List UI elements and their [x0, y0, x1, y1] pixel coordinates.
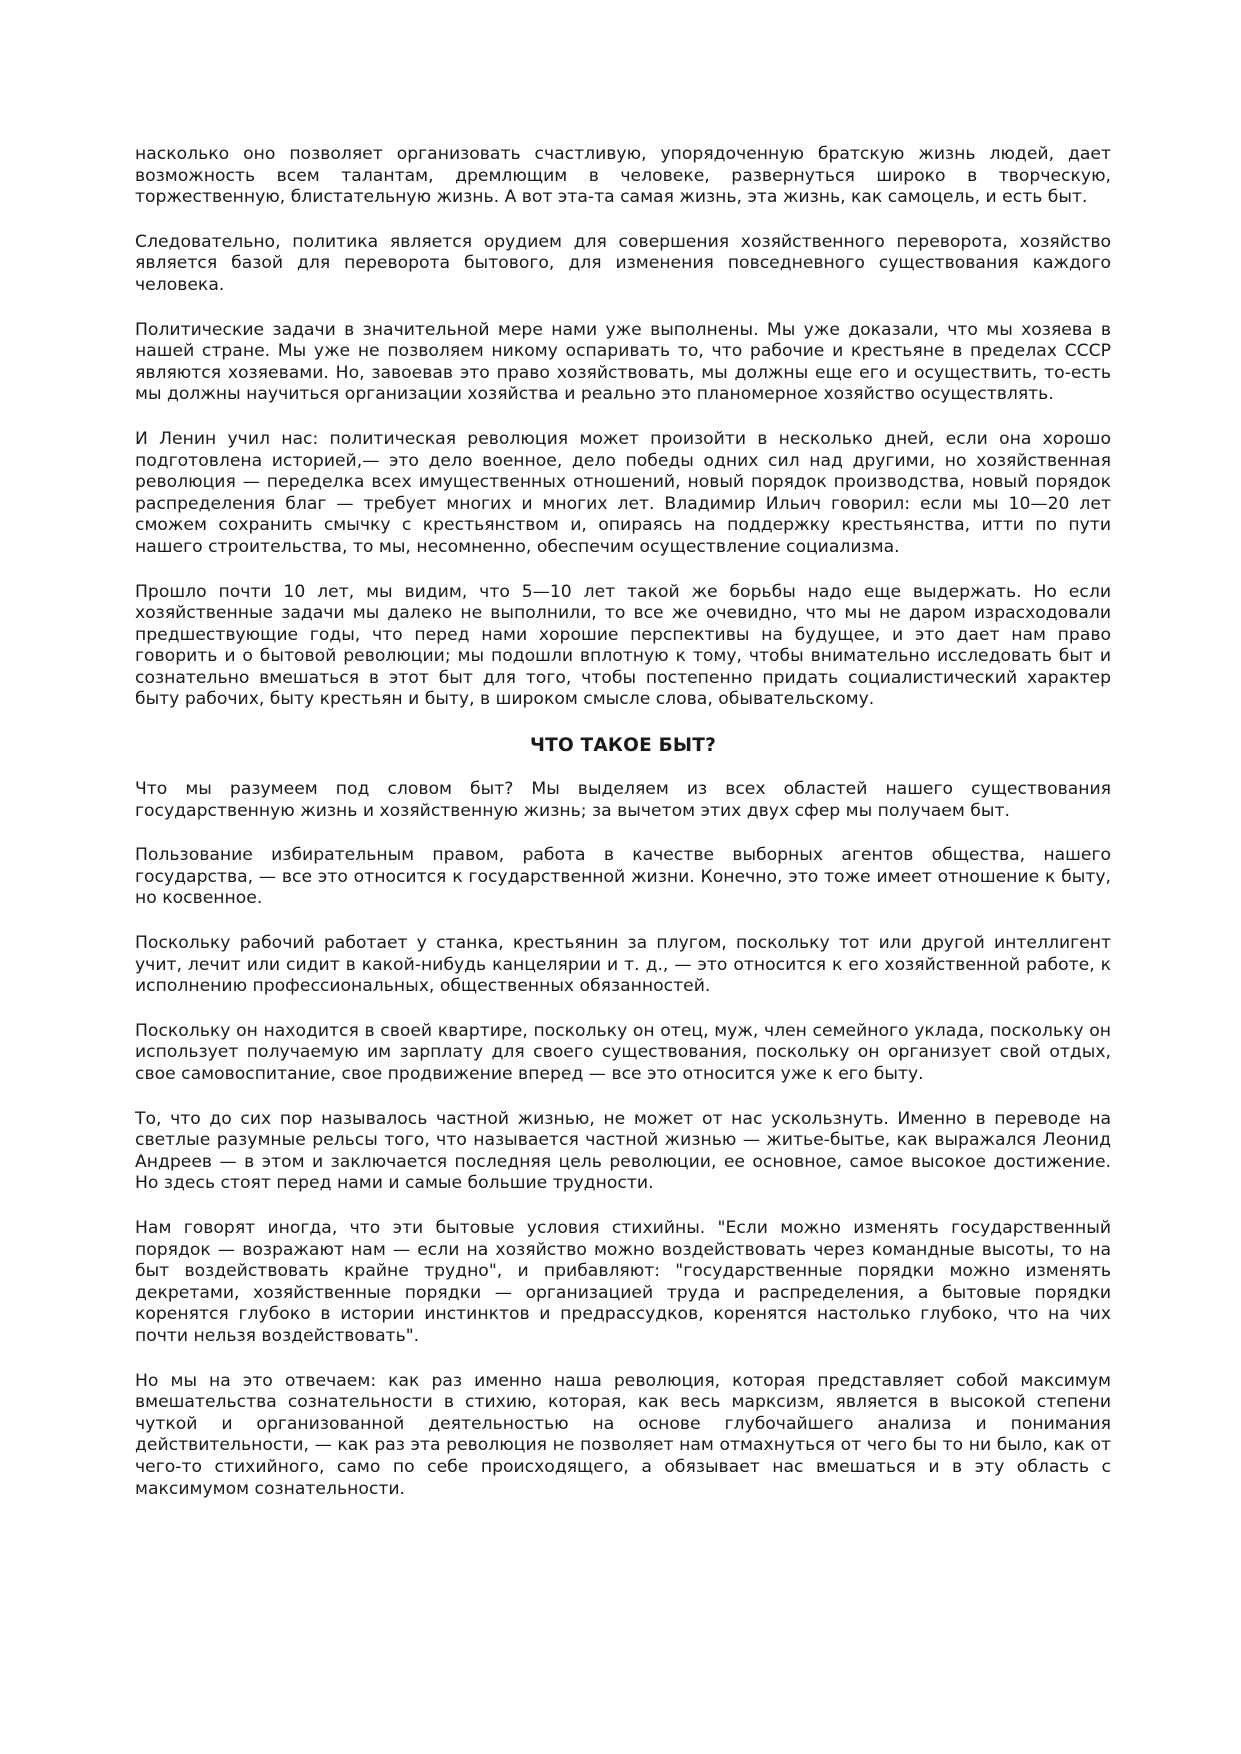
paragraph-4: И Ленин учил нас: политическая революция может произойти в несколько дней, если она хорошо подготовлена историей,— это дело военное, дело победы одних сил над другими, но хозяйственная революция — переделка всех имущественных отношений, новый порядок производства, новый порядок распределения благ — требует многих и многих лет. Владимир Ильич говорил: если мы 10—20 лет сможем сохранить смычку с крестьянством и, опираясь на поддержку крестьянства, итти по пути нашего строительства, то мы, несомненно, обеспечим осуществление социализма.	[135, 428, 1111, 557]
paragraph-12: Но мы на это отвечаем: как раз именно наша революция, которая представляет собой максимум вмешательства сознательности в стихию, которая, как весь марксизм, является в высокой степени чуткой и организованной деятельностью на основе глубочайшего анализа и понимания действительности, — как раз эта революция не позволяет нам отмахнуться от чего бы то ни было, как от чего-то стихийного, само по себе происходящего, а обязывает нас вмешаться и в эту область с максимумом сознательности.	[135, 1370, 1111, 1499]
paragraph-5: Прошло почти 10 лет, мы видим, что 5—10 лет такой же борьбы надо еще выдержать. Но если хозяйственные задачи мы далеко не выполнили, то все же очевидно, что мы не даром израсходовали предшествующие годы, что перед нами хорошие перспективы на будущее, и это дает нам право говорить и о бытовой революции; мы подошли вплотную к тому, чтобы внимательно исследовать быт и сознательно вмешаться в этот быт для того, чтобы постепенно придать социалистический характер быту рабочих, быту крестьян и быту, в широком смысле слова, обывательскому.	[135, 581, 1111, 710]
section-heading: ЧТО ТАКОЕ БЫТ?	[529, 735, 717, 757]
paragraph-2: Следовательно, политика является орудием для совершения хозяйственного переворота, хозяйство является базой для переворота бытового, для изменения повседневного существования каждого человека.	[135, 231, 1111, 295]
document-page	[135, 144, 1111, 1523]
paragraph-6: Что мы разумеем под словом быт? Мы выделяем из всех областей нашего существования государственную жизнь и хозяйственную жизнь; за вычетом этих двух сфер мы получаем быт.	[135, 779, 1111, 821]
paragraph-9: Поскольку он находится в своей квартире, поскольку он отец, муж, член семейного уклада, поскольку он использует получаемую им зарплату для своего существования, поскольку он организует свой отдых, свое самовоспитание, свое продвижение вперед — все это относится уже к его быту.	[135, 1020, 1111, 1084]
paragraph-1: насколько оно позволяет организовать счастливую, упорядоченную братскую жизнь людей, дает возможность всем талантам, дремлющим в человеке, развернуться широко в творческую, торжественную, блистательную жизнь. А вот эта-та самая жизнь, эта жизнь, как самоцель, и есть быт.	[135, 144, 1111, 208]
paragraph-7: Пользование избирательным правом, работа в качестве выборных агентов общества, нашего государства, — все это относится к государственной жизни. Конечно, это тоже имеет отношение к быту, но косвенное.	[135, 845, 1111, 909]
paragraph-10: То, что до сих пор называлось частной жизнью, не может от нас ускользнуть. Именно в переводе на светлые разумные рельсы того, что называется частной жизнью — житье-бытье, как выражался Леонид Андреев — в этом и заключается последняя цель революции, ее основное, самое высокое достижение. Но здесь стоят перед нами и самые большие трудности.	[135, 1108, 1111, 1194]
paragraph-11: Нам говорят иногда, что эти бытовые условия стихийны. "Если можно изменять государственный порядок — возражают нам — если на хозяйство можно воздействовать через командные высоты, то на быт воздействовать крайне трудно", и прибавляют: "государственные порядки можно изменять декретами, хозяйственные порядки — организацией труда и распределения, а бытовые порядки коренятся глубоко в истории инстинктов и предрассудков, коренятся настолько глубоко, что на чих почти нельзя воздействовать".	[135, 1217, 1111, 1346]
paragraph-8: Поскольку рабочий работает у станка, крестьянин за плугом, поскольку тот или другой интеллигент учит, лечит или сидит в какой-нибудь канцелярии и т. д., — это относится к его хозяйственной работе, к исполнению профессиональных, общественных обязанностей.	[135, 933, 1111, 997]
paragraph-3: Политические задачи в значительной мере нами уже выполнены. Мы уже доказали, что мы хозяева в нашей стране. Мы уже не позволяем никому оспаривать то, что рабочие и крестьяне в пределах СССР являются хозяевами. Но, завоевав это право хозяйствовать, мы должны еще его и осуществить, то-есть мы должны научиться организации хозяйства и реально это планомерное хозяйство осуществлять.	[135, 319, 1111, 405]
